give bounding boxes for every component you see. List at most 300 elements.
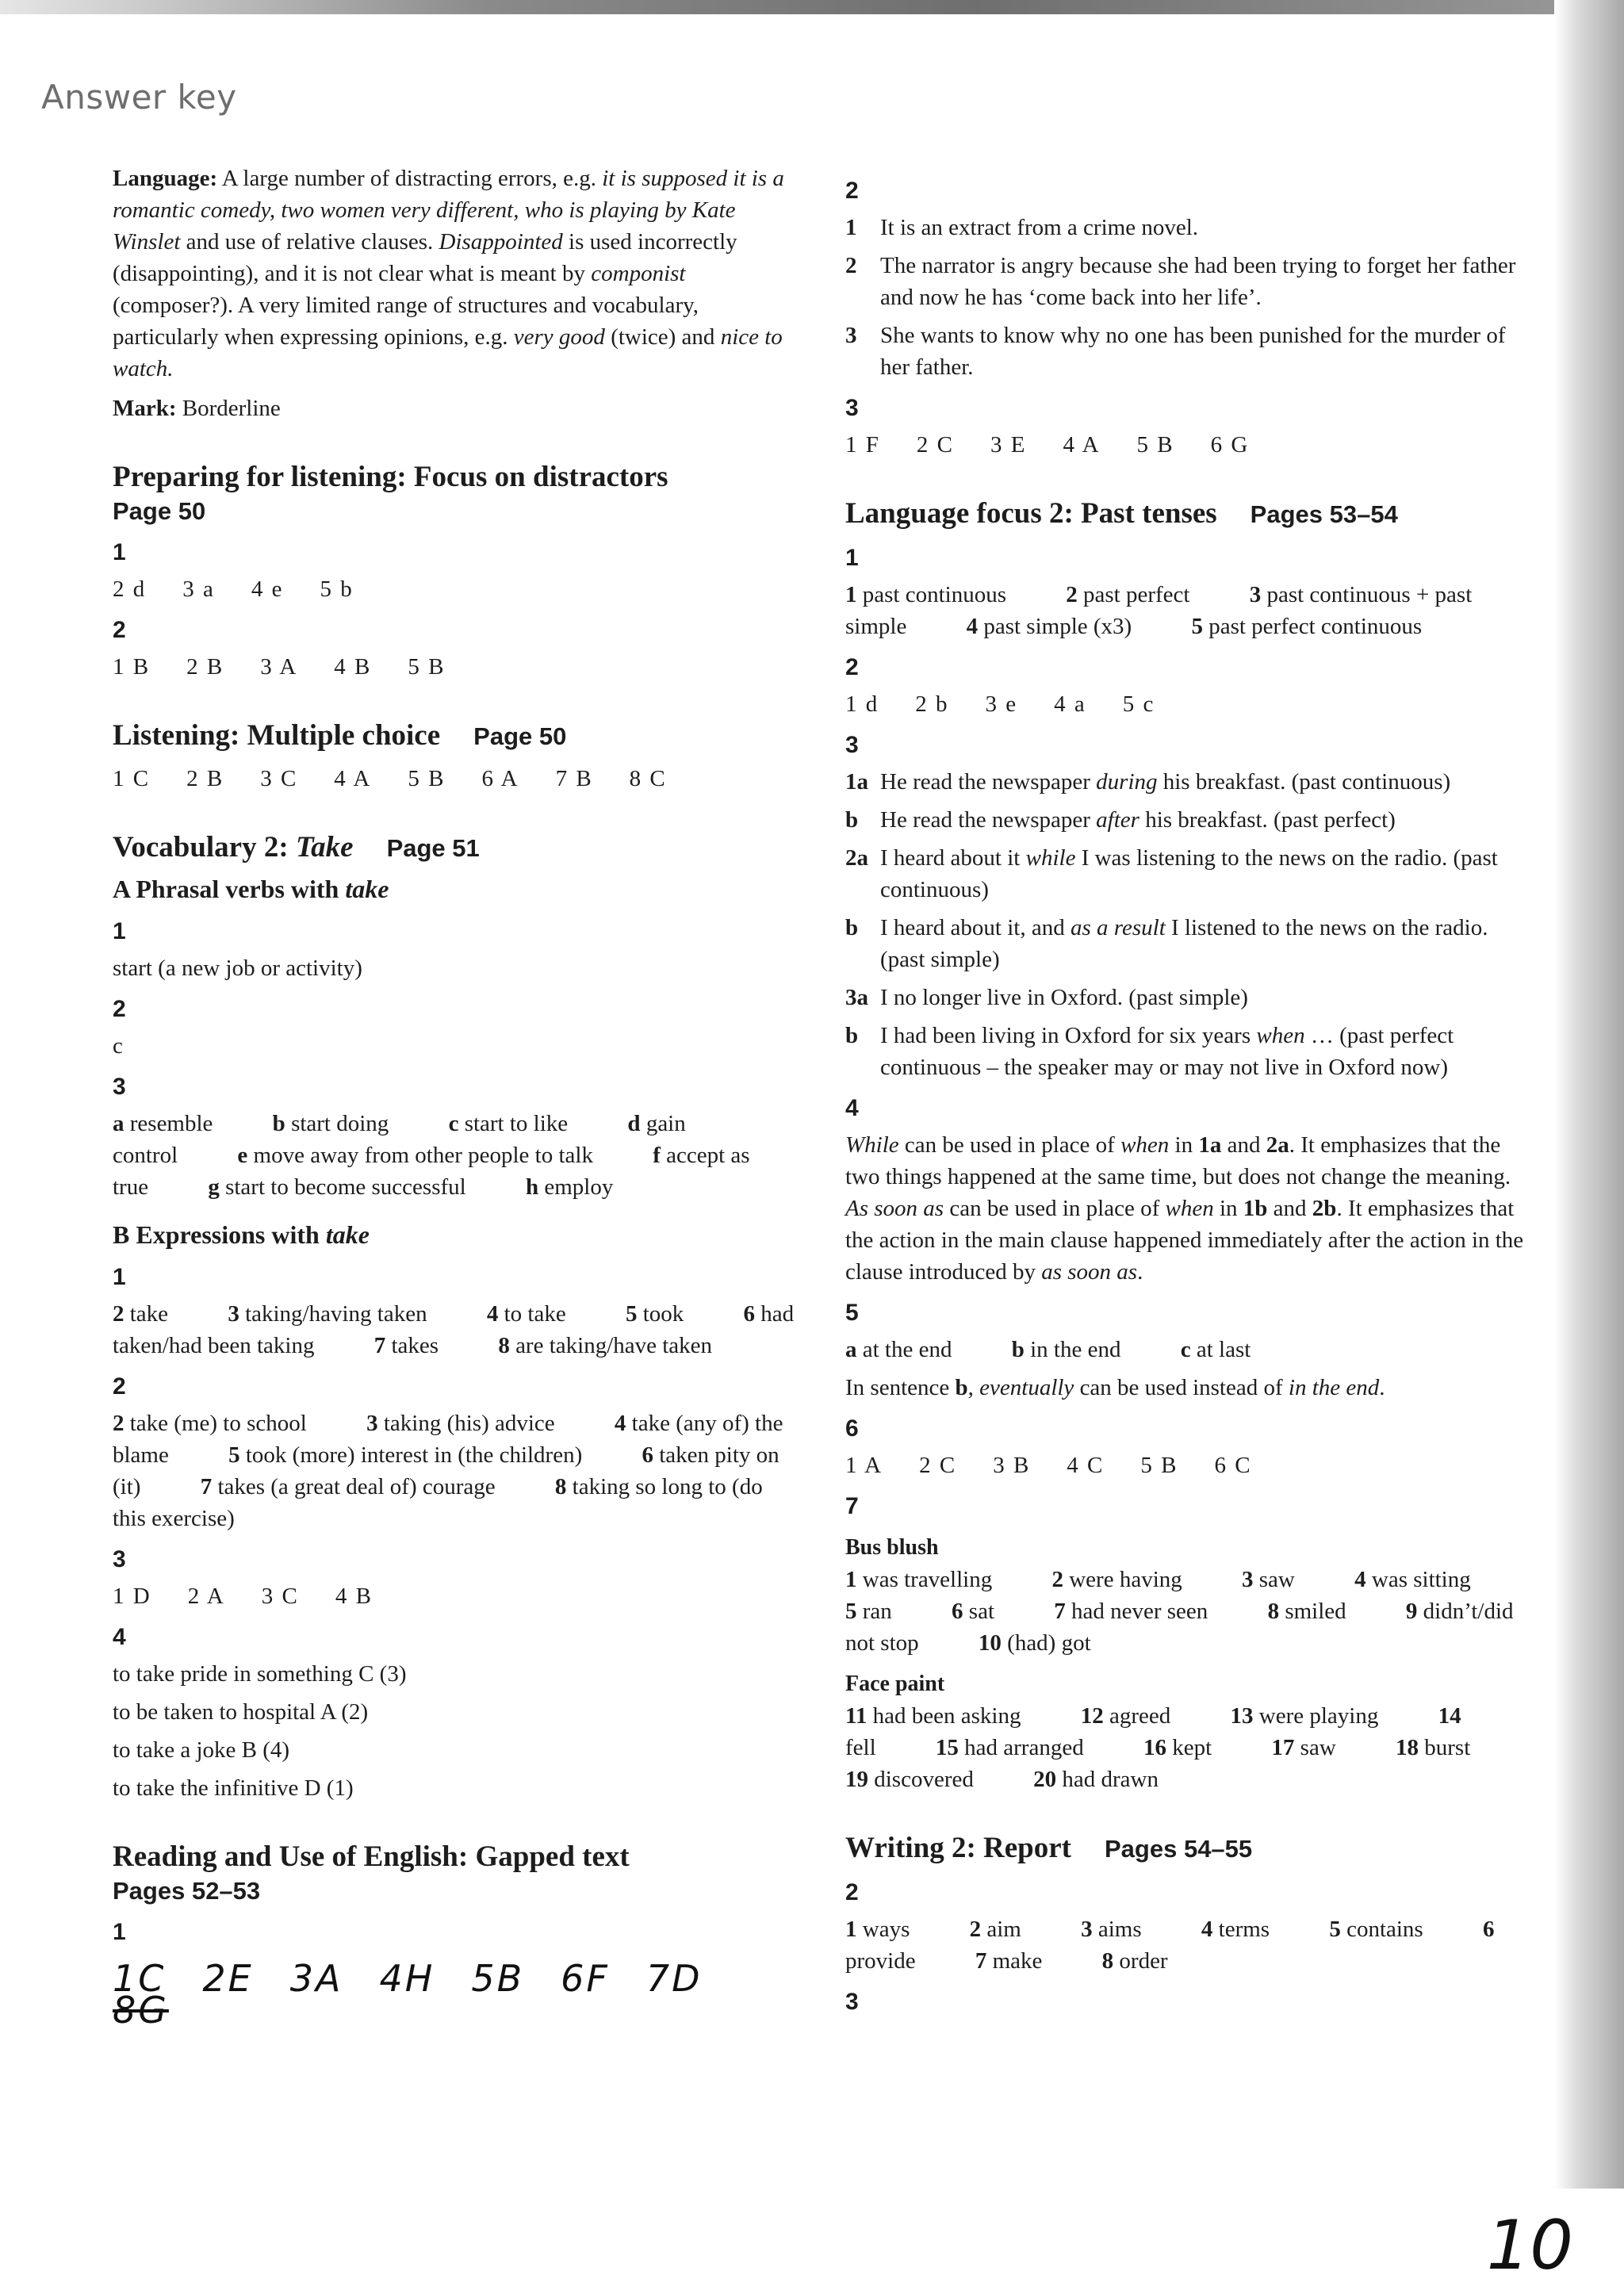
exercise-number: 2 — [845, 1879, 859, 1905]
exercise-number: 7 — [845, 1493, 859, 1519]
text-run: at the end — [856, 1337, 952, 1362]
text-run: accept as true — [113, 1143, 750, 1200]
item-text — [880, 804, 1396, 836]
text-run: taking so long to (do this exercise) — [113, 1474, 763, 1531]
text-run: were having — [1063, 1567, 1182, 1592]
language-comment — [113, 163, 795, 385]
exercise-number: 1 — [113, 539, 126, 565]
text-run: taking/having taken — [239, 1301, 427, 1327]
item-text — [880, 766, 1450, 798]
text-run: (composer?). A very limited range of structures and vocabulary, particularly when expressing opinions, e.g. — [113, 293, 699, 350]
text-run: Borderline — [176, 396, 281, 421]
answer-item — [113, 1301, 195, 1327]
answer-item — [1051, 1567, 1208, 1592]
text-run: and use of relative clauses. — [180, 229, 439, 255]
numbered-list — [845, 212, 1527, 383]
item-number: b — [845, 807, 859, 833]
answer-item — [626, 1301, 710, 1327]
handwritten-answer: 2E — [202, 1957, 254, 2000]
answer-item — [113, 1411, 334, 1436]
list-item — [845, 982, 1527, 1013]
bold-text: 6 — [1482, 1917, 1495, 1942]
bold-text: b — [1011, 1337, 1025, 1362]
answer-item — [487, 1301, 593, 1327]
item-number: 1a — [845, 769, 868, 795]
bold-text: g — [208, 1174, 220, 1200]
bold-text: 2 — [113, 1301, 124, 1327]
text-run: past simple (x3) — [978, 614, 1132, 639]
answer-line: to be taken to hospital A (2) — [113, 1699, 369, 1725]
answer-item — [1242, 1567, 1322, 1592]
exercise-number: 3 — [845, 732, 859, 758]
answer-item — [979, 1630, 1118, 1656]
text-run: past continuous — [856, 582, 1006, 607]
bold-text: 1 — [845, 1917, 857, 1942]
answer-item — [967, 614, 1159, 639]
text-run: had been asking — [867, 1703, 1021, 1729]
bold-text: Language: — [113, 166, 218, 191]
text-run: He read the newspaper — [880, 807, 1097, 833]
answer-item: 4 a — [1054, 691, 1086, 717]
answer-item — [113, 1111, 239, 1136]
text-run: I no longer live in Oxford. (past simple) — [880, 985, 1248, 1010]
list-item — [845, 250, 1527, 313]
bold-text: 4 — [614, 1411, 626, 1436]
exercise-number: 3 — [113, 1546, 126, 1572]
bold-text: 4 — [1354, 1567, 1366, 1592]
bold-text: 20 — [1033, 1767, 1057, 1792]
answer-item — [1143, 1735, 1239, 1760]
text-run: (twice) and — [604, 324, 721, 350]
answer-item — [526, 1174, 640, 1200]
answer-item: 5 B — [408, 766, 446, 791]
item-text — [880, 1020, 1527, 1083]
answer-item — [845, 1767, 1001, 1792]
italic-text: very good — [513, 324, 605, 350]
italic-text: when — [1165, 1196, 1214, 1221]
item-text: She wants to know why no one has been punished for the murder of her father. — [880, 323, 1506, 380]
exercise-number: 4 — [845, 1095, 859, 1121]
text-run: move away from other people to talk — [247, 1143, 593, 1168]
text-run: takes — [385, 1333, 439, 1358]
answer-item: 1 A — [845, 1453, 883, 1478]
exercise-number: 5 — [845, 1300, 859, 1326]
page-ref: Page 51 — [386, 834, 480, 862]
text-run: . It emphasizes that the action in the main clause happened immediately after the action in the clause introduced by — [845, 1196, 1524, 1285]
answer-item — [1201, 1917, 1297, 1942]
answer-item — [374, 1333, 465, 1358]
bold-text: 5 — [845, 1599, 857, 1624]
item-number: 2 — [845, 253, 857, 278]
subheading-phrasal-verbs — [113, 871, 795, 906]
italic-text: as a result — [1070, 915, 1166, 940]
bold-text: 12 — [1080, 1703, 1104, 1729]
bold-text: 2 — [1066, 582, 1078, 607]
text-run: discovered — [868, 1767, 974, 1792]
answer-flow — [113, 1108, 795, 1203]
section-heading — [113, 829, 795, 867]
bold-text: 6 — [952, 1599, 963, 1624]
numbered-list — [845, 766, 1527, 1083]
book-spine-shadow — [1554, 0, 1624, 2189]
bold-text: 2a — [1266, 1132, 1289, 1158]
bold-text: 8 — [1101, 1948, 1114, 1974]
text-run: were playing — [1253, 1703, 1379, 1729]
bold-text: 10 — [978, 1630, 1002, 1656]
item-text — [880, 842, 1527, 906]
answer-item: 3 E — [990, 432, 1027, 458]
italic-text: when — [1256, 1023, 1305, 1048]
bold-text: 6 — [743, 1301, 756, 1327]
answer-item — [366, 1411, 582, 1436]
bold-text: 8 — [1267, 1599, 1280, 1624]
item-number: b — [845, 1023, 859, 1048]
text-run: past continuous + past simple — [845, 582, 1473, 639]
text-run: taken pity on (it) — [113, 1442, 779, 1499]
item-number: 3a — [845, 985, 868, 1010]
answer-item: 3 C — [260, 766, 298, 791]
text-run: took (more) interest in (the children) — [239, 1442, 583, 1468]
answer-item — [1081, 1917, 1169, 1942]
bold-text: 5 — [1191, 614, 1203, 639]
text-run: took — [637, 1301, 684, 1327]
bold-text: 7 — [1054, 1599, 1066, 1624]
text-run: in — [1169, 1132, 1199, 1158]
bold-text: 18 — [1396, 1735, 1419, 1760]
section-language-focus-past-tenses — [845, 496, 1527, 1795]
section-heading — [845, 496, 1527, 533]
item-text: It is an extract from a crime novel. — [880, 215, 1199, 240]
answer-item: 6 A — [481, 766, 519, 791]
italic-text: while — [1025, 845, 1076, 871]
section-writing-report — [845, 1830, 1527, 2018]
text-run: I heard about it, and — [880, 915, 1071, 940]
bold-text: 5 — [625, 1301, 638, 1327]
text-run: ways — [856, 1917, 910, 1942]
list-item — [845, 1020, 1527, 1083]
bold-text: 4 — [1201, 1917, 1213, 1942]
italic-text: as soon as — [1041, 1259, 1138, 1285]
answer-item: 6 C — [1214, 1453, 1252, 1478]
text-run: In sentence — [845, 1375, 956, 1400]
answer-item — [201, 1474, 523, 1499]
item-number: 1 — [845, 215, 857, 240]
section-heading — [845, 1830, 1527, 1867]
italic-text: after — [1096, 807, 1139, 833]
answer-flow — [845, 579, 1527, 642]
section-reading-gapped-text — [113, 1839, 795, 2032]
item-number: b — [845, 915, 859, 940]
text-run: kept — [1166, 1735, 1212, 1760]
bold-text: c — [448, 1111, 459, 1136]
page-ref: Pages 53–54 — [1250, 500, 1398, 528]
bold-text: 17 — [1271, 1735, 1295, 1760]
bold-text: h — [525, 1174, 539, 1200]
answer-row — [845, 688, 1527, 720]
bold-text: 3 — [366, 1411, 378, 1436]
text-run: at last — [1190, 1337, 1251, 1362]
bold-text: a — [113, 1111, 124, 1136]
answer-item: 2 C — [916, 432, 954, 458]
answer-flow — [113, 1298, 795, 1361]
answer-item — [1329, 1917, 1450, 1942]
answer-item: 7 B — [555, 766, 593, 791]
bold-text: b — [272, 1111, 285, 1136]
section-vocabulary-take — [113, 829, 795, 1804]
text-run: can be used instead of — [1074, 1375, 1289, 1400]
section-heading: Preparing for listening: Focus on distractors — [113, 461, 668, 493]
handwritten-answer: 7D — [645, 1957, 703, 2000]
text-run: order — [1113, 1948, 1168, 1974]
answer-line: to take the infinitive D (1) — [113, 1775, 354, 1801]
text-run: his breakfast. (past perfect) — [1139, 807, 1396, 833]
text-run: terms — [1212, 1917, 1270, 1942]
answer-item — [449, 1111, 596, 1136]
list-item — [845, 212, 1527, 243]
bold-text: 3 — [1242, 1567, 1254, 1592]
answer-item: 1 F — [845, 432, 880, 458]
answer-item: 2 B — [186, 766, 224, 791]
answer-item — [208, 1174, 492, 1200]
answer-item: 2 B — [186, 654, 224, 680]
bold-text: Mark: — [113, 396, 177, 421]
answer-item — [1271, 1735, 1362, 1760]
text-run: in — [1213, 1196, 1243, 1221]
scan-top-edge — [0, 0, 1624, 14]
handwritten-answer: 5B — [471, 1957, 525, 2000]
answer-item — [845, 1567, 1019, 1592]
answer-text: start (a new job or activity) — [113, 956, 362, 981]
answer-item — [1191, 614, 1449, 639]
text-run: . — [1137, 1259, 1143, 1285]
answer-item — [1181, 1337, 1278, 1362]
text-run: start to become successful — [219, 1174, 466, 1200]
answer-flow — [845, 1700, 1527, 1795]
answer-item: 4 B — [335, 1584, 373, 1609]
answer-item: 4 A — [334, 766, 372, 791]
italic-text: nice to watch. — [113, 324, 783, 381]
answer-item — [845, 1337, 979, 1362]
exercise-number: 2 — [113, 996, 126, 1022]
mark-line — [113, 393, 795, 424]
section-title: Writing 2: Report — [845, 1832, 1071, 1864]
item-text — [880, 912, 1527, 975]
answer-item: 5 B — [1136, 432, 1174, 458]
answer-item: 5 c — [1122, 691, 1155, 717]
bold-text: b — [955, 1375, 968, 1400]
answer-item: 3 B — [993, 1453, 1031, 1478]
italic-text: in the end — [1288, 1375, 1380, 1400]
text-run: . It emphasizes that the two things happened at the same time, but does not change the meaning. — [845, 1132, 1511, 1189]
text-run: sat — [963, 1599, 994, 1624]
text-run: I was listening to the news on the radio. (past continuous) — [880, 845, 1498, 902]
answer-row — [113, 1580, 795, 1612]
section-title: Listening: Multiple choice — [113, 719, 441, 752]
exercise-number: 2 — [113, 1373, 126, 1400]
list-item — [845, 320, 1527, 383]
answer-lines — [113, 1658, 795, 1804]
text-run: agreed — [1103, 1703, 1171, 1729]
text-run: taking (his) advice — [377, 1411, 555, 1436]
text-run: saw — [1294, 1735, 1336, 1760]
bold-text: 15 — [935, 1735, 959, 1760]
left-column — [113, 163, 795, 2032]
text-run: make — [986, 1948, 1043, 1974]
answer-item — [1054, 1599, 1235, 1624]
handwritten-answer: 1C — [113, 1957, 167, 2000]
answer-row — [113, 573, 795, 605]
handwritten-answer: 6F — [561, 1957, 610, 2000]
text-run: take (me) to school — [124, 1411, 307, 1436]
exercise-number: 3 — [845, 1989, 859, 2015]
text-run: and — [1267, 1196, 1312, 1221]
answer-item: 5 B — [408, 654, 446, 680]
bold-text: 2 — [969, 1917, 982, 1942]
item-number: 3 — [845, 323, 857, 348]
text-run: had taken/had been taking — [113, 1301, 795, 1358]
exercise-number: 1 — [113, 1264, 126, 1290]
bold-text: 4 — [966, 614, 979, 639]
italic-text: eventually — [979, 1375, 1074, 1400]
section-heading — [113, 718, 795, 755]
text-run: past perfect — [1077, 582, 1190, 607]
text-run: employ — [538, 1174, 614, 1200]
text-run: aim — [981, 1917, 1021, 1942]
bold-text: 1 — [845, 582, 857, 607]
text-run: didn’t/did not stop — [845, 1599, 1514, 1656]
italic-text: While — [845, 1132, 899, 1158]
exercise-number: 2 — [113, 617, 126, 643]
italic-text: during — [1096, 769, 1158, 795]
text-run: resemble — [124, 1111, 213, 1136]
answer-row — [845, 429, 1527, 461]
text-run: B Expressions with — [113, 1220, 326, 1249]
section-title-italic: Take — [295, 831, 354, 864]
bold-text: 7 — [373, 1333, 386, 1358]
answer-item: 2 C — [919, 1453, 957, 1478]
text-run: He read the newspaper — [880, 769, 1097, 795]
bold-text: 2 — [1051, 1567, 1063, 1592]
list-item — [845, 766, 1527, 798]
text-run: start to like — [458, 1111, 569, 1136]
answer-text: c — [113, 1033, 123, 1059]
answer-item: 1 C — [113, 766, 151, 791]
text-run: had drawn — [1056, 1767, 1159, 1792]
italic-text: take — [325, 1220, 370, 1249]
page-header: Answer key — [41, 78, 237, 117]
answer-item: 3 A — [260, 654, 298, 680]
text-run: his breakfast. (past continuous) — [1157, 769, 1451, 795]
text-run: had never seen — [1065, 1599, 1208, 1624]
text-run: provide — [845, 1948, 916, 1974]
answer-item — [975, 1948, 1070, 1974]
answer-item — [228, 1442, 609, 1468]
answer-note — [845, 1372, 1527, 1404]
italic-text: when — [1120, 1132, 1170, 1158]
answer-item — [1231, 1703, 1406, 1729]
page-ref: Page 50 — [113, 497, 206, 525]
exercise-number: 4 — [113, 1624, 126, 1650]
answer-item: 4 e — [251, 576, 284, 602]
bold-text: 3 — [228, 1301, 239, 1327]
text-run: start doing — [285, 1111, 389, 1136]
answer-item — [1268, 1599, 1373, 1624]
bold-text: d — [627, 1111, 641, 1136]
text-run: can be used in place of — [898, 1132, 1121, 1158]
bold-text: e — [237, 1143, 248, 1168]
text-run: gain control — [113, 1111, 686, 1168]
exercise-number: 2 — [845, 654, 859, 680]
bold-text: 9 — [1405, 1599, 1418, 1624]
bold-text: 5 — [1329, 1917, 1341, 1942]
answer-item: 3 C — [261, 1584, 299, 1609]
text-run: aims — [1092, 1917, 1142, 1942]
answer-item — [1081, 1703, 1198, 1729]
text-run: are taking/have taken — [509, 1333, 713, 1358]
answer-item: 4 C — [1067, 1453, 1105, 1478]
answer-item — [845, 1703, 1048, 1729]
text-run: contains — [1340, 1917, 1423, 1942]
answer-item — [1354, 1567, 1498, 1592]
answer-flow — [845, 1564, 1527, 1659]
text-run: burst — [1419, 1735, 1471, 1760]
answer-row — [113, 763, 795, 795]
section-title: Vocabulary 2: — [113, 831, 296, 864]
answer-item — [1102, 1948, 1195, 1974]
text-run: saw — [1253, 1567, 1295, 1592]
text-run: and — [1221, 1132, 1266, 1158]
answer-item — [970, 1917, 1048, 1942]
handwritten-answer: 3A — [289, 1957, 343, 2000]
explanation-paragraph — [845, 1129, 1527, 1288]
answer-item — [845, 1917, 936, 1942]
handwritten-answer: 4H — [379, 1957, 435, 2000]
answer-item: 1 d — [845, 691, 879, 717]
answer-item: 2 b — [915, 691, 949, 717]
bold-text: f — [653, 1143, 661, 1168]
bold-text: 8 — [498, 1333, 510, 1358]
bold-text: 6 — [642, 1442, 653, 1468]
text-run: A large number of distracting errors, e.g. — [217, 166, 603, 191]
bold-text: 13 — [1230, 1703, 1254, 1729]
answer-item — [845, 582, 1033, 607]
bold-text: 5 — [228, 1442, 240, 1468]
answer-item — [273, 1111, 416, 1136]
answer-row — [113, 651, 795, 683]
answer-item: 2 A — [187, 1584, 225, 1609]
italic-text: take — [345, 875, 389, 903]
bold-text: 1b — [1243, 1196, 1268, 1221]
answer-item — [1033, 1767, 1185, 1792]
answer-item: 8 C — [629, 766, 667, 791]
page-number: 10 — [1486, 2206, 1573, 2285]
answer-item: 4 A — [1063, 432, 1101, 458]
bold-text: 7 — [975, 1948, 987, 1974]
answer-item — [498, 1333, 739, 1358]
answer-item — [1396, 1735, 1497, 1760]
answer-item — [237, 1143, 620, 1168]
answer-item — [1012, 1337, 1148, 1362]
bold-text: 3 — [1249, 582, 1262, 607]
answer-item — [936, 1735, 1111, 1760]
italic-text: Disappointed — [439, 229, 563, 255]
text-run: in the end — [1024, 1337, 1121, 1362]
answer-item: 3 e — [985, 691, 1018, 717]
italic-text: As soon as — [845, 1196, 944, 1221]
bold-text: 2b — [1312, 1196, 1337, 1221]
bold-text: 1a — [1198, 1132, 1222, 1158]
bold-text: 3 — [1081, 1917, 1093, 1942]
